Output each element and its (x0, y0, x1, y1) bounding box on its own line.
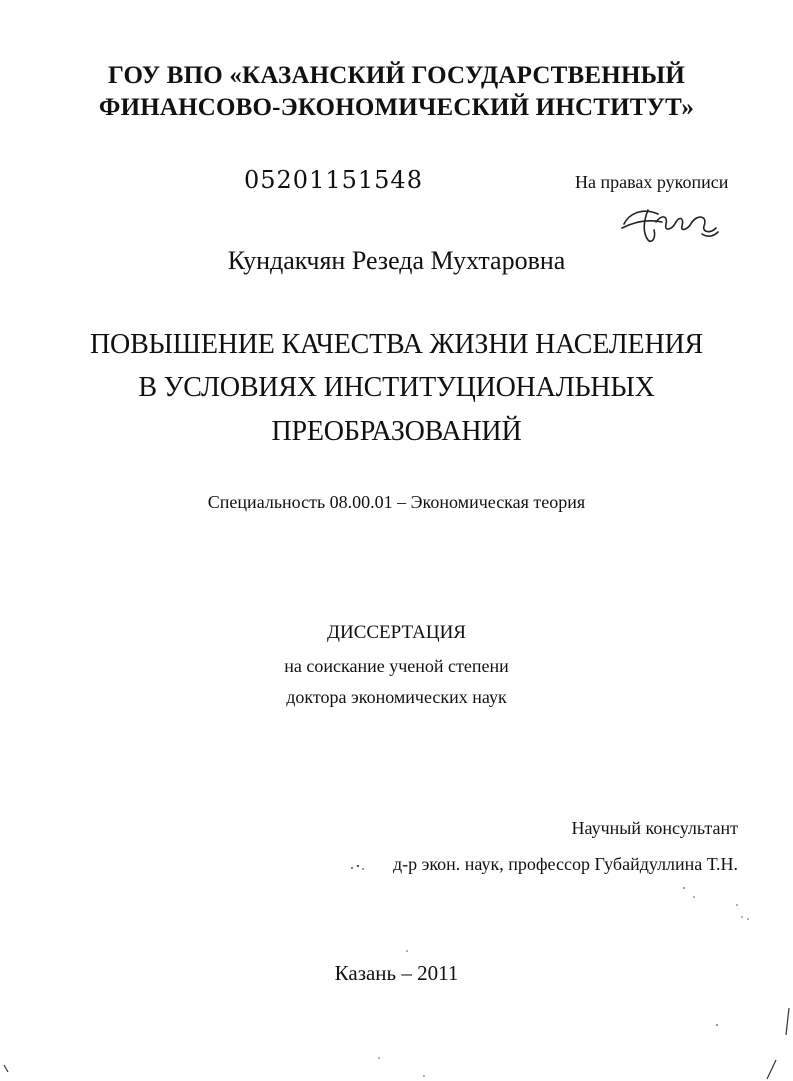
city-year: Казань – 2011 (334, 961, 459, 985)
registration-code: 05201151548 (244, 166, 423, 194)
signature-icon (618, 198, 722, 248)
author-name: Кундакчян Резеда Мухтаровна (227, 246, 566, 275)
thesis-title-line-2: В УСЛОВИЯХ ИНСТИТУЦИОНАЛЬНЫХ (138, 372, 655, 403)
institution-line-2: ФИНАНСОВО-ЭКОНОМИЧЕСКИЙ ИНСТИТУТ» (98, 94, 695, 121)
thesis-title-line-3: ПРЕОБРАЗОВАНИЙ (271, 416, 522, 447)
institution-line-1: ГОУ ВПО «КАЗАНСКИЙ ГОСУДАРСТВЕННЫЙ (108, 62, 685, 89)
dissertation-label: ДИССЕРТАЦИЯ (327, 622, 466, 643)
advisor-name: д-р экон. наук, профессор Губайдуллина Т.Н. (392, 854, 738, 874)
dissertation-field-line: доктора экономических наук (286, 687, 507, 707)
thesis-title-line-1: ПОВЫШЕНИЕ КАЧЕСТВА ЖИЗНИ НАСЕЛЕНИЯ (90, 329, 703, 360)
advisor-role: Научный консультант (571, 818, 738, 838)
specialty-line: Специальность 08.00.01 – Экономическая теория (207, 492, 586, 512)
dissertation-degree-line: на соискание ученой степени (284, 656, 509, 676)
manuscript-note: На правах рукописи (575, 172, 729, 192)
